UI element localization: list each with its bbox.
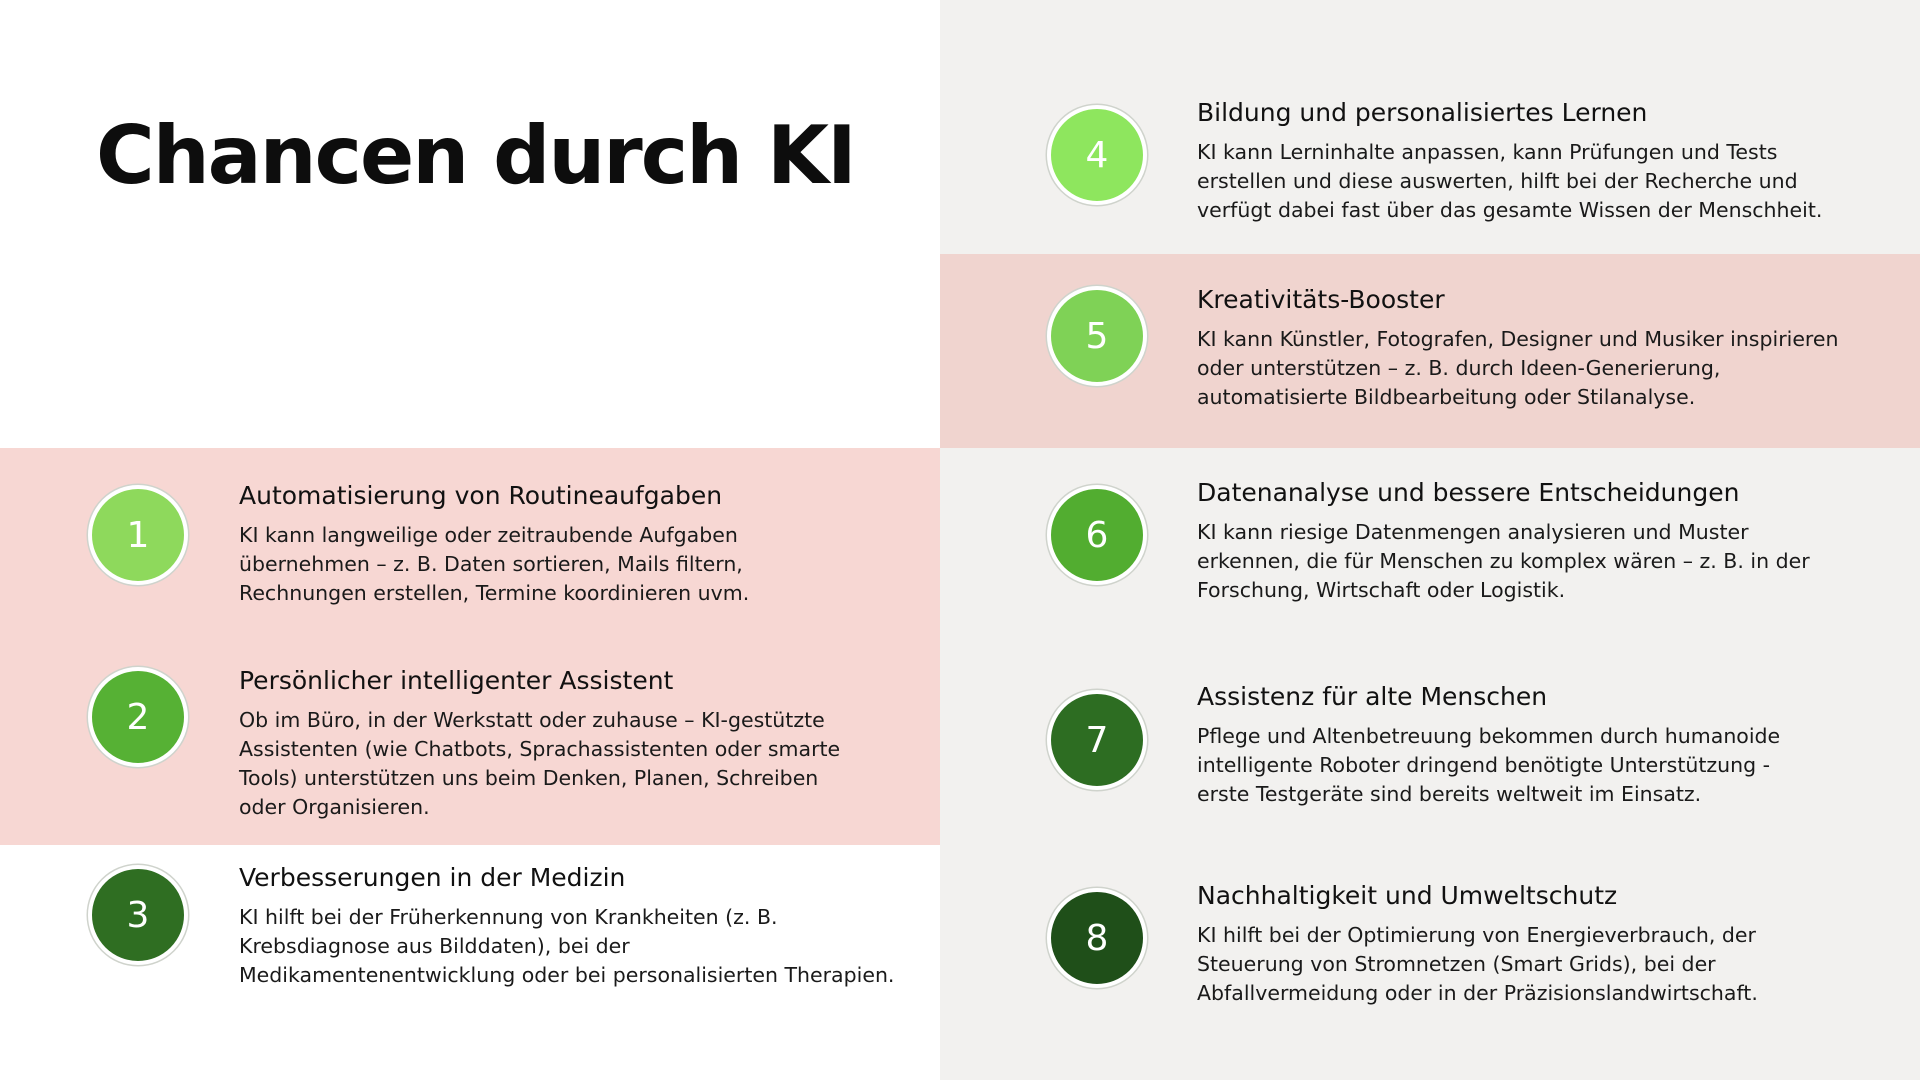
item-description-line: KI kann langweilige oder zeitraubende Aufgaben bbox=[239, 523, 738, 547]
item-description-line: KI kann riesige Datenmengen analysieren und Muster bbox=[1197, 520, 1749, 544]
item-description-line: KI kann Lerninhalte anpassen, kann Prüfungen und Tests bbox=[1197, 140, 1778, 164]
item-title: Bildung und personalisiertes Lernen bbox=[1197, 98, 1648, 127]
item-description-line: oder Organisieren. bbox=[239, 795, 430, 819]
item-description bbox=[1197, 325, 1839, 412]
item-description-line: oder unterstützen – z. B. durch Ideen-Generierung, bbox=[1197, 356, 1721, 380]
item-number-badge: 2 bbox=[88, 667, 188, 767]
item-title: Nachhaltigkeit und Umweltschutz bbox=[1197, 881, 1618, 910]
item-number-badge: 6 bbox=[1047, 485, 1147, 585]
item-description-line: erste Testgeräte sind bereits weltweit im Einsatz. bbox=[1197, 782, 1702, 806]
item-description-line: verfügt dabei fast über das gesamte Wissen der Menschheit. bbox=[1197, 198, 1823, 222]
item-description bbox=[1197, 921, 1758, 1008]
item-title: Persönlicher intelligenter Assistent bbox=[239, 666, 674, 695]
item-number-badge: 1 bbox=[88, 485, 188, 585]
item-number-badge: 4 bbox=[1047, 105, 1147, 205]
item-description-line: Assistenten (wie Chatbots, Sprachassistenten oder smarte bbox=[239, 737, 841, 761]
item-description-line: KI hilft bei der Optimierung von Energieverbrauch, der bbox=[1197, 923, 1756, 947]
item-description bbox=[1197, 138, 1822, 225]
item-number-badge: 7 bbox=[1047, 690, 1147, 790]
item-number-badge: 8 bbox=[1047, 888, 1147, 988]
item-description-line: Pflege und Altenbetreuung bekommen durch humanoide bbox=[1197, 724, 1781, 748]
item-title: Datenanalyse und bessere Entscheidungen bbox=[1197, 478, 1740, 507]
item-description-line: Krebsdiagnose aus Bilddaten), bei der bbox=[239, 934, 630, 958]
item-number-badge: 5 bbox=[1047, 286, 1147, 386]
item-title: Assistenz für alte Menschen bbox=[1197, 682, 1548, 711]
item-description bbox=[239, 706, 840, 822]
item-description-line: übernehmen – z. B. Daten sortieren, Mails filtern, bbox=[239, 552, 743, 576]
item-description-line: Abfallvermeidung oder in der Präzisionslandwirtschaft. bbox=[1197, 981, 1758, 1005]
item-description-line: Tools) unterstützen uns beim Denken, Planen, Schreiben bbox=[239, 766, 819, 790]
item-title: Kreativitäts-Booster bbox=[1197, 285, 1445, 314]
item-description-line: intelligente Roboter dringend benötigte Unterstützung - bbox=[1197, 753, 1771, 777]
item-description-line: Steuerung von Stromnetzen (Smart Grids), bei der bbox=[1197, 952, 1716, 976]
item-description bbox=[1197, 722, 1780, 809]
item-title: Automatisierung von Routineaufgaben bbox=[239, 481, 723, 510]
item-description bbox=[1197, 518, 1810, 605]
item-description-line: Ob im Büro, in der Werkstatt oder zuhause – KI-gestützte bbox=[239, 708, 825, 732]
item-description-line: erkennen, die für Menschen zu komplex wären – z. B. in der bbox=[1197, 549, 1810, 573]
item-description-line: KI kann Künstler, Fotografen, Designer und Musiker inspirieren bbox=[1197, 327, 1839, 351]
item-description-line: erstellen und diese auswerten, hilft bei der Recherche und bbox=[1197, 169, 1798, 193]
item-title: Verbesserungen in der Medizin bbox=[239, 863, 626, 892]
page-title: Chancen durch KI bbox=[96, 109, 855, 202]
item-description-line: KI hilft bei der Früherkennung von Krankheiten (z. B. bbox=[239, 905, 778, 929]
item-description bbox=[239, 521, 749, 608]
item-description-line: Rechnungen erstellen, Termine koordinieren uvm. bbox=[239, 581, 750, 605]
item-number-badge: 3 bbox=[88, 865, 188, 965]
item-description bbox=[239, 903, 894, 990]
item-description-line: automatisierte Bildbearbeitung oder Stilanalyse. bbox=[1197, 385, 1696, 409]
item-description-line: Forschung, Wirtschaft oder Logistik. bbox=[1197, 578, 1566, 602]
item-description-line: Medikamentenentwicklung oder bei personalisierten Therapien. bbox=[239, 963, 895, 987]
